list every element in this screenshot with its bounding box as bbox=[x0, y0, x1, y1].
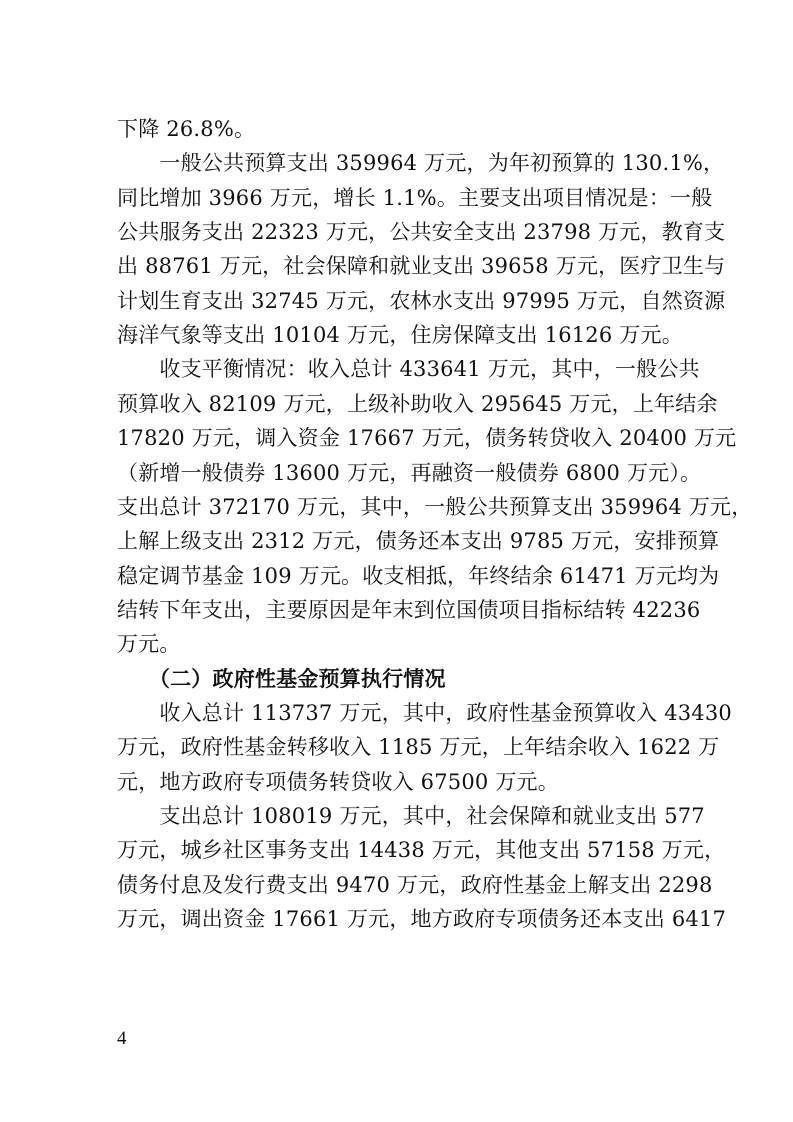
text-line: 出 88761 万元，社会保障和就业支出 39658 万元，医疗卫生与 bbox=[117, 254, 726, 279]
text-line: 元，地方政府专项债务转贷收入 67500 万元。 bbox=[117, 769, 559, 794]
text-line: 支出总计 108019 万元，其中，社会保障和就业支出 577 bbox=[117, 804, 705, 828]
text-line: 17820 万元，调入资金 17667 万元，债务转贷收入 20400 万元 bbox=[117, 426, 737, 451]
section-heading: （二）政府性基金预算执行情况 bbox=[117, 665, 446, 691]
text-line: 同比增加 3966 万元，增长 1.1%。主要支出项目情况是：一般 bbox=[117, 185, 713, 210]
text-line: 预算收入 82109 万元，上级补助收入 295645 万元，上年结余 bbox=[117, 391, 718, 416]
text-line: 万元，调出资金 17661 万元，地方政府专项债务还本支出 6417 bbox=[117, 907, 727, 932]
text-line: 上解上级支出 2312 万元，债务还本支出 9785 万元，安排预算 bbox=[117, 529, 720, 554]
text-line: 收入总计 113737 万元，其中，政府性基金预算收入 43430 bbox=[117, 700, 732, 725]
text-line: 下降 26.8%。 bbox=[117, 117, 256, 141]
text-line: 支出总计 372170 万元，其中，一般公共预算支出 359964 万元， bbox=[117, 494, 753, 519]
text-line: （新增一般债券 13600 万元，再融资一般债券 6800 万元）。 bbox=[117, 460, 702, 485]
text-line: 公共服务支出 22323 万元，公共安全支出 23798 万元，教育支 bbox=[117, 220, 726, 245]
text-line: 稳定调节基金 109 万元。收支相抵，年终结余 61471 万元均为 bbox=[117, 563, 720, 588]
text-line: 结转下年支出，主要原因是年末到位国债项目指标结转 42236 bbox=[117, 597, 701, 622]
text-line: 计划生育支出 32745 万元，农林水支出 97995 万元，自然资源 bbox=[117, 288, 726, 313]
text-line: 一般公共预算支出 359964 万元，为年初预算的 130.1%， bbox=[117, 151, 725, 176]
page-number: 4 bbox=[117, 1028, 127, 1049]
text-line: 万元。 bbox=[117, 632, 181, 657]
text-line: 万元，城乡社区事务支出 14438 万元，其他支出 57158 万元， bbox=[117, 838, 726, 863]
text-line: 万元，政府性基金转移收入 1185 万元，上年结余收入 1622 万 bbox=[117, 735, 720, 760]
text-line: 海洋气象等支出 10104 万元，住房保障支出 16126 万元。 bbox=[117, 323, 683, 348]
text-line: 债务付息及发行费支出 9470 万元，政府性基金上解支出 2298 bbox=[117, 872, 713, 897]
text-line: 收支平衡情况：收入总计 433641 万元，其中，一般公共 bbox=[117, 357, 700, 382]
